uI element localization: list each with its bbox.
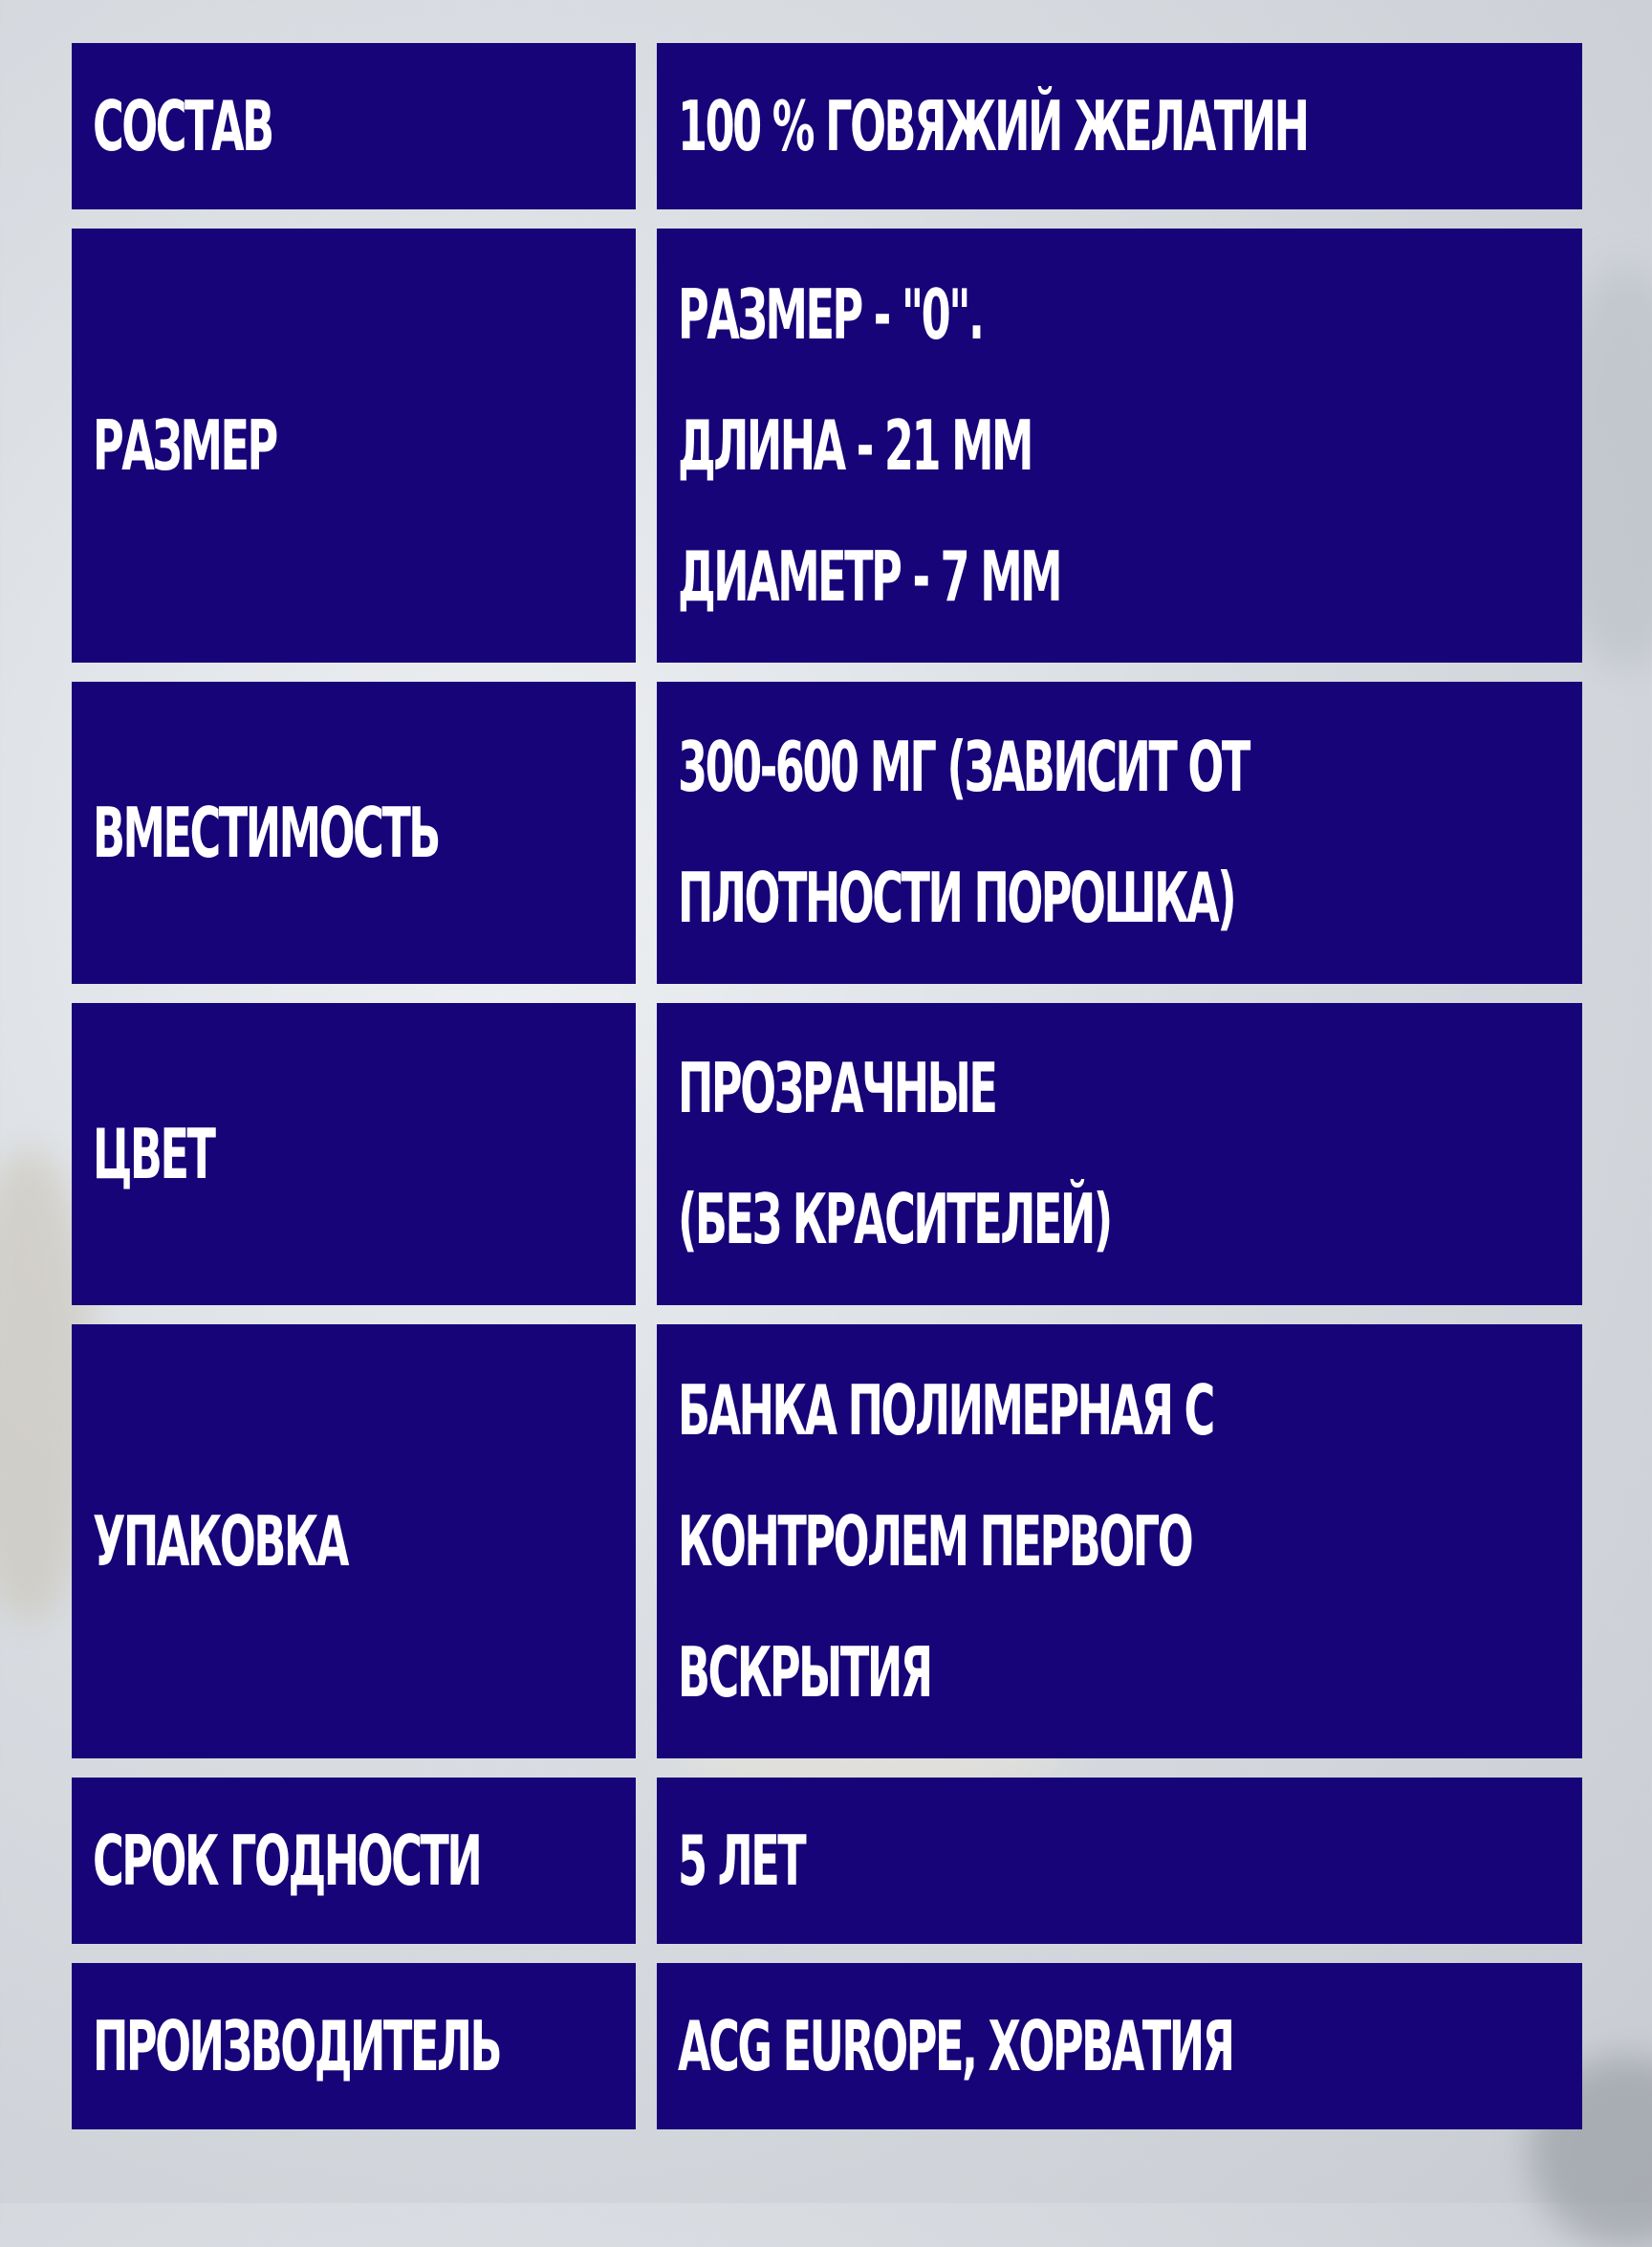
spec-value-line: ДИАМЕТР - 7 ММ	[678, 535, 1061, 617]
spec-value-shelf-life	[657, 1778, 1582, 1944]
spec-table	[72, 43, 1582, 2129]
spec-value-line: БАНКА ПОЛИМЕРНАЯ С	[678, 1369, 1213, 1451]
spec-label-packaging: УПАКОВКА	[72, 1324, 636, 1758]
spec-label-composition: СОСТАВ	[72, 43, 636, 209]
spec-label-capacity: ВМЕСТИМОСТЬ	[72, 682, 636, 984]
spec-label-color: ЦВЕТ	[72, 1003, 636, 1305]
spec-value-capacity	[657, 682, 1582, 984]
spec-value-line: 100 % ГОВЯЖИЙ ЖЕЛАТИН	[678, 85, 1308, 166]
spec-value-line: ПРОЗРАЧНЫЕ	[678, 1048, 996, 1128]
spec-value-line: КОНТРОЛЕМ ПЕРВОГО	[678, 1500, 1192, 1582]
spec-label-shelf-life: СРОК ГОДНОСТИ	[72, 1778, 636, 1944]
spec-value-line: 5 ЛЕТ	[678, 1820, 805, 1901]
spec-label-size: РАЗМЕР	[72, 229, 636, 663]
spec-value-line: ПЛОТНОСТИ ПОРОШКА)	[678, 858, 1235, 938]
spec-value-line: 300-600 МГ (ЗАВИСИТ ОТ	[678, 727, 1249, 807]
spec-value-size	[657, 229, 1582, 663]
spec-value-line: РАЗМЕР - "0".	[678, 273, 983, 355]
spec-label-manufacturer: ПРОИЗВОДИТЕЛЬ	[72, 1963, 636, 2129]
spec-value-packaging	[657, 1324, 1582, 1758]
spec-value-composition	[657, 43, 1582, 209]
spec-value-line: (БЕЗ КРАСИТЕЛЕЙ)	[678, 1179, 1111, 1259]
spec-value-color	[657, 1003, 1582, 1305]
spec-value-line: ВСКРЫТИЯ	[678, 1631, 931, 1713]
spec-value-line: ДЛИНА - 21 ММ	[678, 404, 1032, 486]
spec-value-line: ACG EUROPE, ХОРВАТИЯ	[678, 2005, 1233, 2086]
spec-value-manufacturer	[657, 1963, 1582, 2129]
